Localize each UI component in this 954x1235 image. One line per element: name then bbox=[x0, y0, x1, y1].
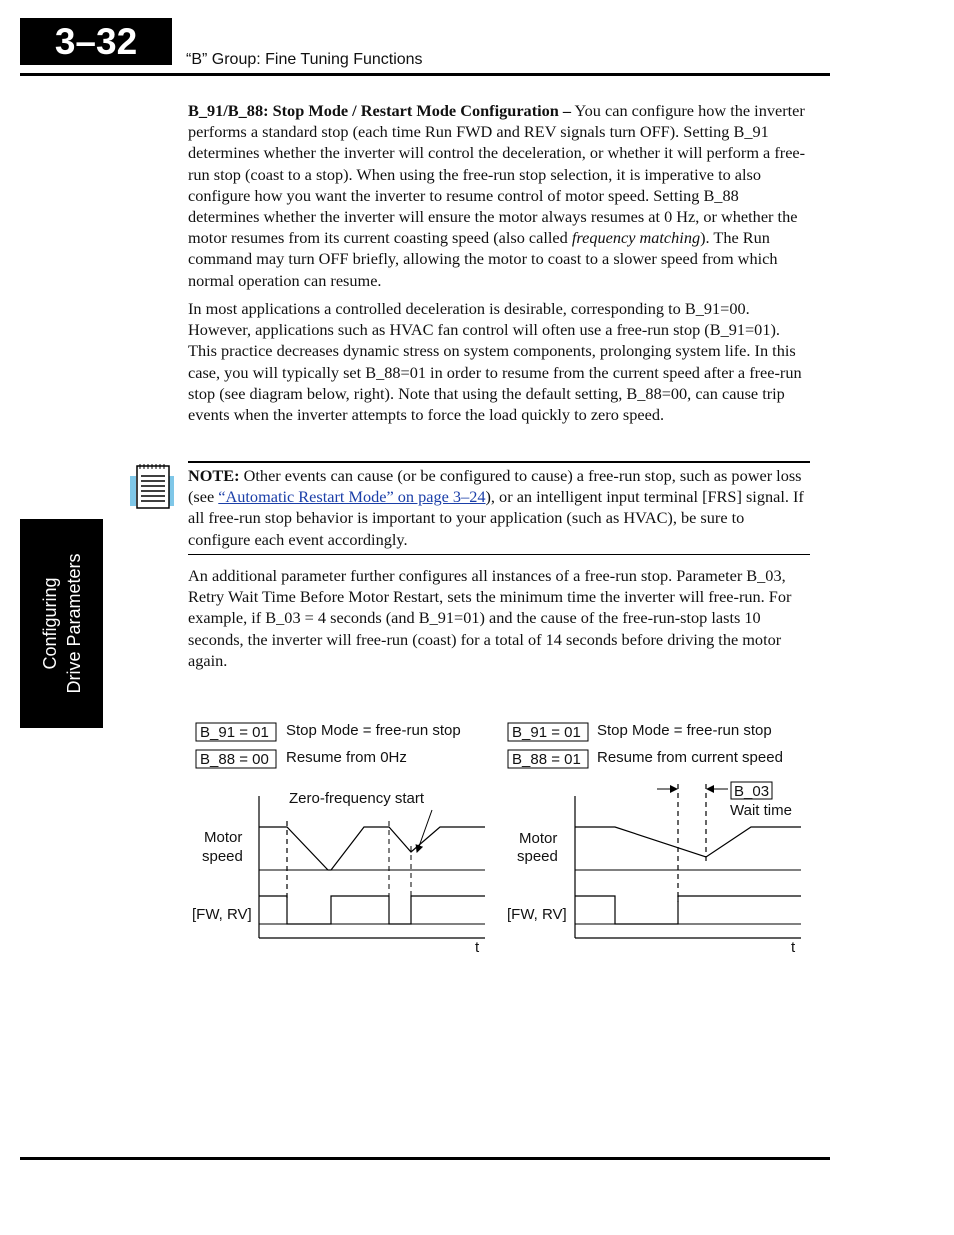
paragraph-retry-wait: An additional parameter further configures all instances of a free-run stop. Parameter B_03, Retry Wait Time Before Motor Restart, sets the minimum time the inverter will free-run. For example, if B_03 = 4 seconds (and B_91=01) and the cause of the free-run-stop lasts 10 seconds, the inverter will free-run (coast) for a total of 14 seconds before driving the motor again. bbox=[188, 566, 792, 670]
left-timing-diagram bbox=[192, 722, 485, 956]
paragraph-heading: B_91/B_88: Stop Mode / Restart Mode Configuration – bbox=[188, 101, 572, 120]
left-annotation: Zero-frequency start bbox=[289, 790, 425, 807]
note-rule-top bbox=[188, 461, 810, 463]
left-param2-box-text: B_88 = 00 bbox=[200, 751, 269, 768]
header-rule bbox=[20, 73, 830, 76]
left-signal-label: [FW, RV] bbox=[192, 906, 252, 923]
left-annotation-arrow bbox=[417, 810, 432, 852]
paragraph-applications: In most applications a controlled deceleration is desirable, corresponding to B_91=00. However, applications such as HVAC fan control will often use a free-run stop (B_91=01). This practice decreases dynamic stress on system components, prolonging system life. In this case, you will typically set B_88=01 in order to resume from the current speed after a free-run stop (see diagram below, right). Note that using the default setting, B_88=00, can cause trip events when the inverter attempts to force the load quickly to zero speed. bbox=[188, 299, 802, 425]
right-timing-diagram bbox=[507, 722, 801, 956]
timing-diagrams bbox=[180, 706, 820, 966]
note-paragraph bbox=[188, 465, 810, 550]
left-ylabel-line1: Motor bbox=[204, 829, 243, 846]
paragraph-stop-mode bbox=[188, 100, 810, 291]
page-number: 3–32 bbox=[20, 18, 172, 65]
note-text-b: ), or an intelligent input terminal [FRS] signal. If all free-run stop behavior is important to your application (such as HVAC), be sure to configure each event accordingly. bbox=[188, 487, 804, 549]
right-signal-label: [FW, RV] bbox=[507, 906, 567, 923]
right-param1-box-text: B_91 = 01 bbox=[512, 724, 581, 741]
paragraph1-italic: frequency matching bbox=[571, 228, 701, 248]
right-param2-box-text: B_88 = 01 bbox=[512, 751, 581, 768]
wait-label: Wait time bbox=[730, 802, 792, 819]
note-label: NOTE: bbox=[188, 466, 240, 485]
left-time-label: t bbox=[475, 939, 480, 956]
note-rule-bottom bbox=[188, 554, 810, 555]
right-ylabel-line2: speed bbox=[517, 848, 558, 865]
paragraph1-text-a: You can configure how the inverter performs a standard stop (each time Run FWD and REV signals turn OFF). Setting B_91 determines whether the inverter will control the deceleration, or whether it will perform a free-run stop (coast to a stop). When using the free-run stop selection, it is imperative to also configure how you want the inverter to resume control of motor speed. Setting B_88 determines whether the inverter will ensure the motor always resumes at 0 Hz, or whether the motor resumes from its current coasting speed (also called bbox=[188, 101, 806, 248]
wait-box-text: B_03 bbox=[734, 783, 770, 800]
side-tab bbox=[20, 519, 103, 728]
section-title: “B” Group: Fine Tuning Functions bbox=[186, 51, 423, 68]
footer-rule bbox=[20, 1157, 830, 1160]
note-text-a: Other events can cause (or be configured to cause) a free-run stop, such as power loss (see bbox=[188, 466, 802, 507]
right-param1-desc: Stop Mode = free-run stop bbox=[597, 722, 772, 739]
right-ylabel-line1: Motor bbox=[519, 830, 558, 847]
left-param2-desc: Resume from 0Hz bbox=[286, 749, 407, 766]
auto-restart-link[interactable]: “Automatic Restart Mode” on page 3–24 bbox=[218, 487, 486, 507]
notepad-icon bbox=[128, 462, 176, 512]
left-param1-desc: Stop Mode = free-run stop bbox=[286, 722, 461, 739]
left-ylabel-line2: speed bbox=[202, 848, 243, 865]
right-param2-desc: Resume from current speed bbox=[597, 749, 783, 766]
side-tab-line1: Configuring bbox=[39, 577, 60, 670]
side-tab-line2: Drive Parameters bbox=[63, 553, 84, 694]
left-param1-box-text: B_91 = 01 bbox=[200, 724, 269, 741]
right-time-label: t bbox=[791, 939, 796, 956]
paragraph1-text-b: ). The Run command may turn OFF briefly, allowing the motor to coast to a slower speed from which normal operation can resume. bbox=[188, 228, 778, 290]
